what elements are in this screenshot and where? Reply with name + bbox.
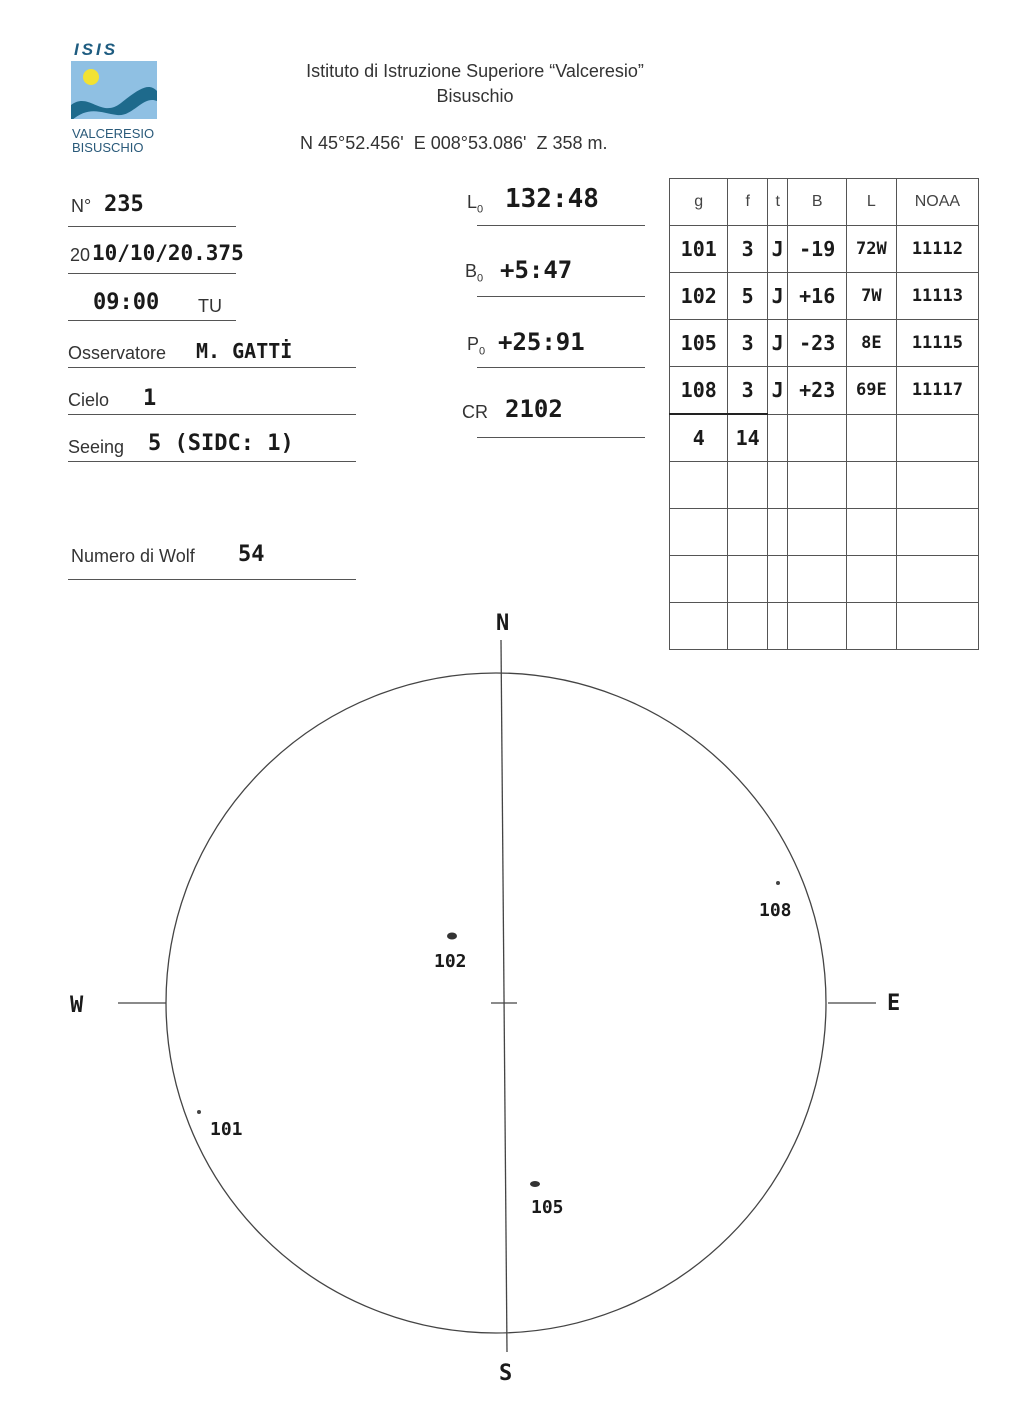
cr-label: CR xyxy=(462,402,488,422)
sunspot-group-102 xyxy=(447,933,457,940)
header-g: g xyxy=(670,179,728,226)
p0-subscript: 0 xyxy=(479,345,486,358)
cell-b: -23 xyxy=(788,320,846,367)
p0-letter: P xyxy=(467,334,480,354)
observer-value: M. GATTİ xyxy=(196,339,293,363)
cell-l: 72W xyxy=(846,226,896,273)
cell-noaa: 11115 xyxy=(896,320,978,367)
wolf-value: 54 xyxy=(238,542,265,567)
logo-wordmark: ISIS xyxy=(74,40,119,59)
seeing-value: 5 (SIDC: 1) xyxy=(148,431,294,456)
cell-f: 5 xyxy=(728,273,768,320)
cell-b: +16 xyxy=(788,273,846,320)
cell-noaa: 11113 xyxy=(896,273,978,320)
wolf-label: Numero di Wolf xyxy=(71,546,195,566)
cell-f: 3 xyxy=(728,226,768,273)
cell-g: 105 xyxy=(670,320,728,367)
group-label-108: 108 xyxy=(759,900,792,921)
p0-value: +25:91 xyxy=(498,328,585,356)
l0-value: 132:48 xyxy=(505,184,599,214)
cell-t: J xyxy=(767,273,788,320)
cell-t: J xyxy=(767,367,788,415)
time-value: 09:00 xyxy=(93,290,160,315)
date-printed: 20 xyxy=(70,245,91,265)
institute-town: Bisuschio xyxy=(436,86,514,106)
west-label: W xyxy=(70,993,84,1018)
cell-g: 101 xyxy=(670,226,728,273)
cr-value: 2102 xyxy=(505,395,563,423)
header-l: L xyxy=(846,179,896,226)
cell-f: 3 xyxy=(728,367,768,415)
total-groups: 4 xyxy=(670,414,728,462)
group-label-105: 105 xyxy=(531,1197,564,1218)
cell-noaa: 11112 xyxy=(896,226,978,273)
sky-label: Cielo xyxy=(68,390,110,410)
logo-line2: BISUSCHIO xyxy=(72,140,144,155)
number-label: N° xyxy=(71,196,92,216)
cell-l: 69E xyxy=(846,367,896,415)
total-spots: 14 xyxy=(728,414,768,462)
l0-letter: L xyxy=(467,192,478,212)
number-value: 235 xyxy=(104,192,144,217)
cell-t: J xyxy=(767,226,788,273)
group-label-101: 101 xyxy=(210,1119,243,1140)
header-f: f xyxy=(728,179,768,226)
seeing-label: Seeing xyxy=(68,437,125,457)
b0-value: +5:47 xyxy=(500,256,573,284)
header-b: B xyxy=(788,179,846,226)
cell-l: 8E xyxy=(846,320,896,367)
north-south-axis xyxy=(501,640,507,1352)
time-unit: TU xyxy=(198,296,222,316)
cell-f: 3 xyxy=(728,320,768,367)
sunspot-group-105 xyxy=(530,1181,540,1187)
east-label: E xyxy=(887,991,901,1016)
sky-value: 1 xyxy=(143,386,157,411)
date-value: 10/10/20.375 xyxy=(92,241,244,265)
header-noaa: NOAA xyxy=(896,179,978,226)
l0-subscript: 0 xyxy=(477,203,484,216)
institute-name: Istituto di Istruzione Superiore “Valceresio” xyxy=(306,61,644,81)
cell-noaa: 11117 xyxy=(896,367,978,415)
header-t: t xyxy=(767,179,788,226)
south-label: S xyxy=(499,1361,513,1386)
cell-t: J xyxy=(767,320,788,367)
observer-label: Osservatore xyxy=(68,343,167,363)
b0-letter: B xyxy=(465,261,478,281)
sunspot-group-101 xyxy=(197,1110,201,1114)
cell-b: +23 xyxy=(788,367,846,415)
cell-l: 7W xyxy=(846,273,896,320)
sunspot-group-108 xyxy=(776,881,780,885)
cell-b: -19 xyxy=(788,226,846,273)
cell-g: 108 xyxy=(670,367,728,415)
observatory-coordinates: N 45°52.456' E 008°53.086' Z 358 m. xyxy=(300,133,608,153)
b0-subscript: 0 xyxy=(477,272,484,285)
group-label-102: 102 xyxy=(434,951,467,972)
cell-g: 102 xyxy=(670,273,728,320)
logo-line1: VALCERESIO xyxy=(72,126,155,141)
north-label: N xyxy=(496,611,510,636)
